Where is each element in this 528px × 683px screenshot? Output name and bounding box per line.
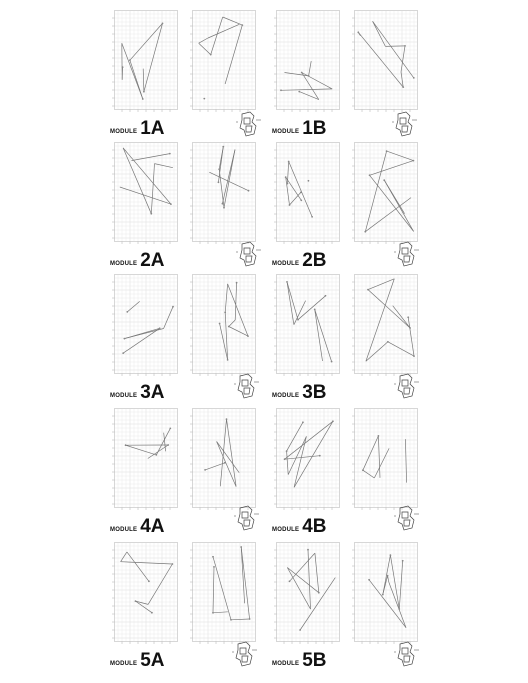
module-code: 4A [140, 516, 165, 537]
figure-outline [404, 388, 410, 394]
sketch-node [170, 203, 172, 205]
sketch-node [241, 24, 243, 26]
sketch-node [172, 563, 174, 565]
module-word: MODULE [272, 393, 300, 399]
sketch-node [318, 592, 320, 594]
grid-panel-right [354, 142, 418, 242]
module-code: 1B [302, 118, 327, 139]
sketch-node [280, 89, 282, 91]
module-caption [110, 378, 165, 402]
figure-outline [404, 656, 410, 662]
assembly-figure [394, 640, 420, 668]
sketch-node [222, 146, 224, 148]
sketch-node [398, 608, 400, 610]
module-1a [110, 10, 268, 138]
module-word: MODULE [272, 129, 300, 135]
sketch-node [169, 153, 171, 155]
sketch-node [367, 289, 369, 291]
module-caption [272, 246, 327, 270]
sketch-node [210, 54, 212, 56]
sketch-node [362, 469, 364, 471]
sketch-node [240, 546, 242, 548]
figure-outline [400, 118, 406, 124]
module-caption [272, 114, 327, 138]
module-caption [110, 512, 165, 536]
grid-panel-left [276, 142, 340, 242]
sketch-node [308, 180, 310, 182]
sketch-node [248, 190, 250, 192]
sketch-node [378, 435, 380, 437]
sketch-node [301, 72, 303, 74]
sketch-node [286, 450, 288, 452]
sketch-node [299, 629, 301, 631]
figure-outline [246, 126, 252, 132]
figure-outline [242, 656, 248, 662]
figure-outline [402, 126, 408, 132]
module-caption [272, 646, 327, 670]
module-code: 2B [302, 250, 327, 271]
sketch-node [289, 580, 291, 582]
sketch-node [402, 86, 404, 88]
sketch-node [159, 327, 161, 329]
sketch-node [203, 98, 205, 100]
sketch-node [390, 554, 392, 556]
sketch-node [148, 580, 150, 582]
figure-outline [244, 248, 250, 254]
module-word: MODULE [110, 393, 138, 399]
grid-panel-right [192, 408, 256, 508]
sketch-node [289, 204, 291, 206]
figure-outline [240, 648, 246, 654]
module-2a [110, 142, 268, 270]
sketch-node [218, 181, 220, 183]
module-4b [272, 408, 430, 536]
sketch-node [298, 91, 300, 93]
sketch-node [150, 213, 152, 215]
sketch-node [172, 306, 174, 308]
module-code: 5A [140, 650, 165, 671]
sketch-node [319, 455, 321, 457]
sketch-node [368, 579, 370, 581]
grid-panel-left [114, 142, 178, 242]
module-word: MODULE [110, 661, 138, 667]
grid-panel-left [114, 542, 178, 642]
sketch-node [224, 312, 226, 314]
sketch-node [227, 359, 229, 361]
sketch-node [288, 161, 290, 163]
module-4a [110, 408, 268, 536]
grid-panel-left [276, 10, 340, 110]
module-3b [272, 274, 430, 402]
assembly-figure [236, 110, 262, 138]
sketch-node [307, 549, 309, 551]
sketch-node [204, 469, 206, 471]
sketch-node [124, 338, 126, 340]
grid-panel-right [192, 10, 256, 110]
module-1b [272, 10, 430, 138]
sketch-node [332, 420, 334, 422]
module-5b [272, 542, 430, 670]
assembly-figure [394, 372, 420, 400]
sketch-node [382, 594, 384, 596]
sketch-node [249, 618, 251, 620]
sketch-node [122, 66, 124, 68]
sketch-node [387, 341, 389, 343]
figure-outline [402, 512, 408, 518]
figure-outline [404, 256, 410, 262]
sketch-node [230, 619, 232, 621]
sketch-node [213, 566, 215, 568]
sketch-node [129, 59, 131, 61]
sketch-node [413, 355, 415, 357]
figure-outline [402, 380, 408, 386]
sketch-node [325, 295, 327, 297]
grid-panel-left [276, 408, 340, 508]
module-code: 1A [140, 118, 165, 139]
sketch-node [413, 160, 415, 162]
sketch-node [302, 421, 304, 423]
figure-outline [402, 648, 408, 654]
sketch-node [247, 335, 249, 337]
sketch-node [297, 319, 299, 321]
figure-outline [244, 520, 250, 526]
sketch-node [387, 575, 389, 577]
grid-panel-right [192, 542, 256, 642]
grid-panel-right [192, 274, 256, 374]
sketch-node [155, 454, 157, 456]
figure-outline [242, 512, 248, 518]
sketch-node [222, 203, 224, 205]
sketch-segment [385, 46, 405, 47]
sketch-node [236, 282, 238, 284]
assembly-figure [232, 640, 258, 668]
sketch-node [218, 168, 220, 170]
sketch-node [314, 309, 316, 311]
assembly-figure [234, 372, 260, 400]
sketch-node [407, 316, 409, 318]
figure-outline [246, 256, 252, 262]
sketch-node [212, 556, 214, 558]
module-word: MODULE [272, 661, 300, 667]
sketch-node [143, 91, 145, 93]
module-word: MODULE [110, 527, 138, 533]
sketch-node [364, 231, 366, 233]
module-3a [110, 274, 268, 402]
module-code: 4B [302, 516, 327, 537]
sketch-node [135, 600, 137, 602]
sketch-node [286, 281, 288, 283]
module-caption [110, 114, 165, 138]
module-code: 3B [302, 382, 327, 403]
sketch-node [226, 418, 228, 420]
assembly-figure [234, 504, 260, 532]
module-2b [272, 142, 430, 270]
sketch-node [386, 150, 388, 152]
figure-outline [404, 520, 410, 526]
sketch-node [228, 326, 230, 328]
sketch-node [223, 207, 225, 209]
grid-panel-right [354, 542, 418, 642]
module-code: 2A [140, 250, 165, 271]
module-caption [110, 646, 165, 670]
sketch-node [169, 428, 171, 430]
sketch-node [402, 560, 404, 562]
grid-panel-right [354, 10, 418, 110]
sketch-node [300, 192, 302, 194]
grid-panel-left [276, 274, 340, 374]
sketch-node [357, 31, 359, 33]
sketch-node [300, 199, 302, 201]
sketch-node [409, 327, 411, 329]
sketch-node [331, 361, 333, 363]
sketch-node [122, 352, 124, 354]
module-5a [110, 542, 268, 670]
module-code: 3A [140, 382, 165, 403]
module-word: MODULE [272, 527, 300, 533]
assembly-figure [394, 504, 420, 532]
sketch-node [151, 612, 153, 614]
sketch-node [162, 23, 164, 25]
figure-outline [244, 388, 250, 394]
module-caption [272, 378, 327, 402]
module-word: MODULE [272, 261, 300, 267]
figure-outline [242, 380, 248, 386]
sketch-node [404, 45, 406, 47]
figure-outline [244, 118, 250, 124]
sketch-node [224, 462, 226, 464]
sketch-node [287, 183, 289, 185]
assembly-figure [392, 110, 418, 138]
grid-panel-right [192, 142, 256, 242]
sketch-node [125, 444, 127, 446]
grid-panel-right [354, 274, 418, 374]
grid-panel-right [354, 408, 418, 508]
sketch-node [126, 311, 128, 313]
sketch-node [142, 98, 144, 100]
module-code: 5B [302, 650, 327, 671]
grid-panel-left [114, 408, 178, 508]
module-caption [272, 512, 327, 536]
sketch-node [285, 176, 287, 178]
module-caption [110, 246, 165, 270]
sketch-node [311, 216, 313, 218]
grid-panel-left [114, 10, 178, 110]
grid-panel-left [114, 274, 178, 374]
sketch-node [284, 458, 286, 460]
sketch-node [167, 444, 169, 446]
sketch-node [219, 323, 221, 325]
assembly-figure [394, 240, 420, 268]
sketch-node [413, 77, 415, 79]
module-word: MODULE [110, 129, 138, 135]
assembly-figure [236, 240, 262, 268]
sketch-node [212, 612, 214, 614]
grid-panel-left [276, 542, 340, 642]
sketch-node [369, 174, 371, 176]
figure-outline [402, 248, 408, 254]
sketch-node [308, 75, 310, 77]
sketch-node [383, 179, 385, 181]
module-word: MODULE [110, 261, 138, 267]
